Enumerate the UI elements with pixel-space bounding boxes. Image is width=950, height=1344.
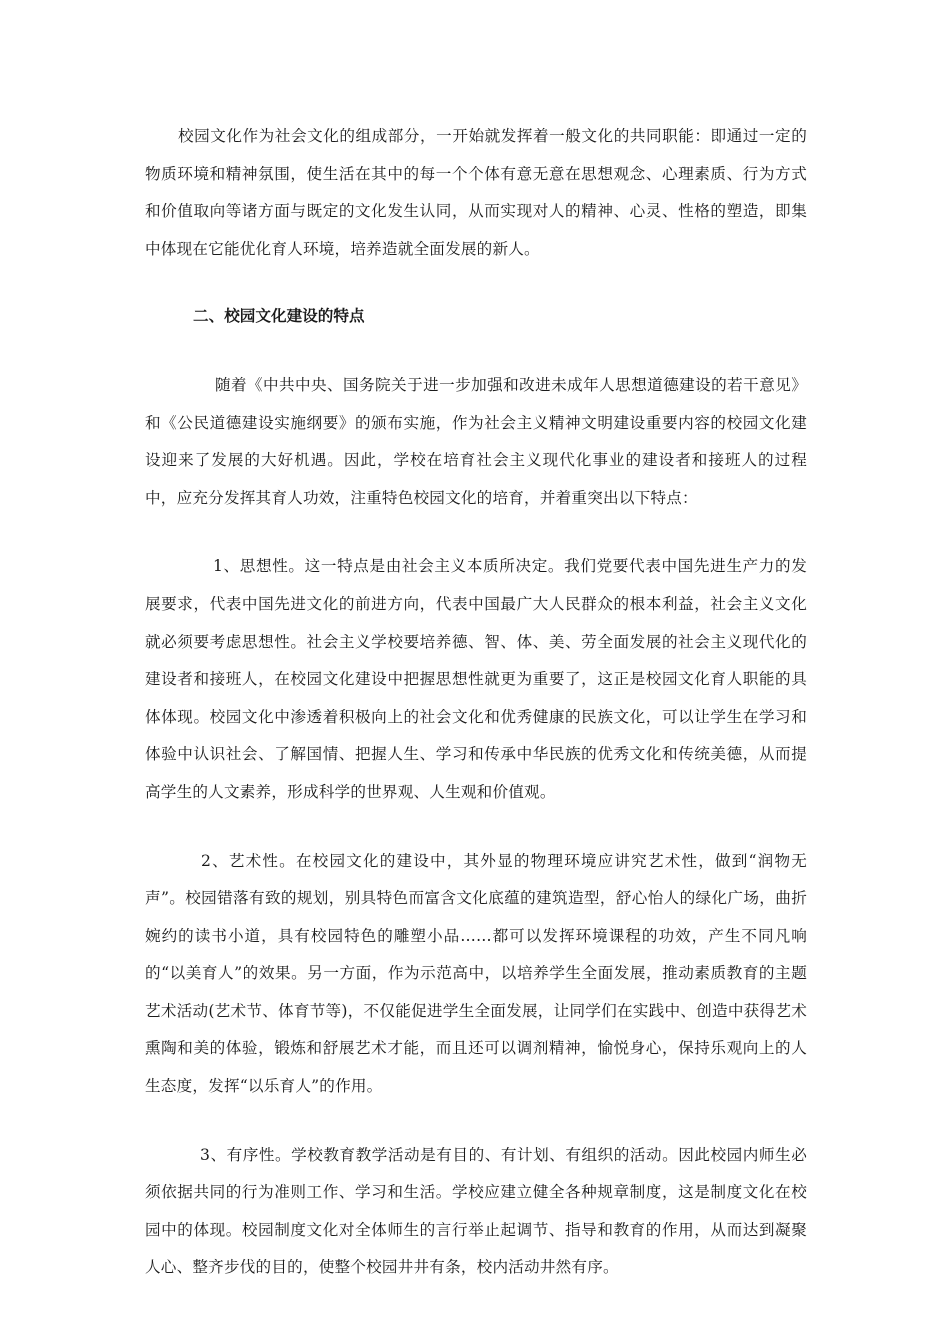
intro-paragraph: 校园文化作为社会文化的组成部分，一开始就发挥着一般文化的共同职能：即通过一定的物质环境和精神氛围，使生活在其中的每一个个体有意无意在思想观念、心理素质、行为方式和价值取向等诸方面与既定的文化发生认同，从而实现对人的精神、心灵、性格的塑造，即集中体现在它能优化育人环境，培养造就全面发展的新人。	[145, 127, 807, 258]
point-ideological-paragraph: 1、思想性。这一特点是由社会主义本质所决定。我们党要代表中国先进生产力的发展要求，代表中国先进文化的前进方向，代表中国最广大人民群众的根本利益，社会主义文化就必须要考虑思想性。社会主义学校要培养德、智、体、美、劳全面发展的社会主义现代化的建设者和接班人，在校园文化建设中把握思想性就更为重要了，这正是校园文化育人职能的具体体现。校园文化中渗透着积极向上的社会文化和优秀健康的民族文化，可以让学生在学习和体验中认识社会、了解国情、把握人生、学习和传承中华民族的优秀文化和传统美德，从而提高学生的人文素养，形成科学的世界观、人生观和价值观。	[145, 557, 807, 801]
point-artistic-paragraph: 2、艺术性。在校园文化的建设中，其外显的物理环境应讲究艺术性，做到“润物无声”。校园错落有致的规划，别具特色而富含文化底蕴的建筑造型，舒心怡人的绿化广场，曲折婉约的读书小道，具有校园特色的雕塑小品……都可以发挥环境课程的功效，产生不同凡响的“以美育人”的效果。另一方面，作为示范高中，以培养学生全面发展，推动素质教育的主题艺术活动(艺术节、体育节等)，不仅能促进学生全面发展，让同学们在实践中、创造中获得艺术熏陶和美的体验，锻炼和舒展艺术才能，而且还可以调剂精神，愉悦身心，保持乐观向上的人生态度，发挥“以乐育人”的作用。	[145, 851, 807, 1096]
context-paragraph: 随着《中共中央、国务院关于进一步加强和改进未成年人思想道德建设的若干意见》和《公民道德建设实施纲要》的颁布实施，作为社会主义精神文明建设重要内容的校园文化建设迎来了发展的大好机遇。因此，学校在培育社会主义现代化事业的建设者和接班人的过程中，应充分发挥其育人功效，注重特色校园文化的培育，并着重突出以下特点：	[145, 375, 807, 507]
point-orderly-paragraph: 3、有序性。学校教育教学活动是有目的、有计划、有组织的活动。因此校园内师生必须依据共同的行为准则工作、学习和生活。学校应建立健全各种规章制度，这是制度文化在校园中的体现。校园制度文化对全体师生的言行举止起调节、指导和教育的作用，从而达到凝聚人心、整齐步伐的目的，使整个校园井井有条，校内活动井然有序。	[145, 1145, 807, 1277]
document-page	[145, 118, 807, 1287]
section-heading: 二、校园文化建设的特点	[193, 307, 365, 326]
